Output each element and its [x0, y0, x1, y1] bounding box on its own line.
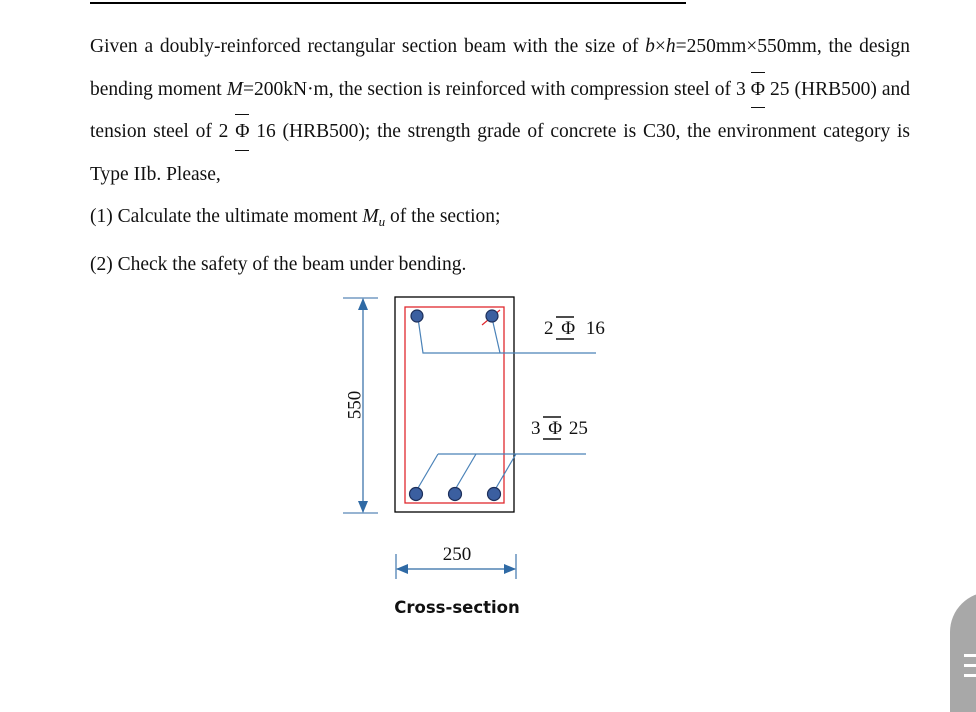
- menu-icon-bar: [964, 654, 976, 657]
- section-dims: =250mm×550mm,: [675, 36, 822, 57]
- tension-spec: 16 (HRB500); the strength grade of concrete is C30, the environment category is Type IIb. Please,: [90, 121, 911, 185]
- var-mu: M: [362, 206, 379, 227]
- times-sign: ×: [654, 36, 666, 57]
- text-intro: Given a doubly-reinforced rectangular section beam with the size of: [90, 36, 646, 57]
- top-rebar: [486, 310, 498, 322]
- width-label: 250: [442, 544, 472, 565]
- text-moment-intro: the design bending moment: [90, 36, 911, 100]
- figure-caption: Cross-section: [394, 598, 520, 617]
- moment-value: =200kN·m,: [242, 78, 334, 100]
- subscript-u: u: [378, 214, 386, 229]
- bottom-rebar: [488, 488, 501, 501]
- bottom-bar-leader-2: [456, 454, 476, 488]
- text-reinforcement: the section is reinforced with compression steel of: [333, 78, 736, 100]
- question-1-text: (1) Calculate the ultimate moment: [90, 206, 363, 227]
- top-bars-count: 2: [544, 318, 554, 339]
- top-bars-phi: Φ: [561, 318, 576, 339]
- beam-outline: [395, 297, 514, 512]
- bottom-bar-leader-3: [496, 454, 516, 488]
- bottom-bars-phi: Φ: [548, 418, 563, 439]
- top-rebar: [411, 310, 423, 322]
- tension-count: 2: [218, 121, 229, 142]
- bottom-bars-label: [531, 418, 588, 439]
- top-bars-size: 16: [585, 318, 605, 339]
- bottom-bars-count: 3: [531, 418, 541, 439]
- stirrup: [405, 307, 504, 503]
- top-bars-label: [544, 318, 605, 339]
- bottom-rebar: [449, 488, 462, 501]
- var-m: M: [226, 78, 243, 100]
- bottom-bar-leader-1: [418, 454, 438, 488]
- question-2: (2) Check the safety of the beam under bending.: [90, 253, 467, 275]
- var-h: h: [665, 36, 676, 57]
- compression-spec: 25 (HRB500) and tension steel of: [90, 78, 910, 142]
- bottom-rebar: [410, 488, 423, 501]
- height-label: 550: [344, 390, 366, 420]
- menu-icon-bar: [964, 674, 976, 677]
- rebar-grade-symbol: Φ: [235, 111, 249, 154]
- menu-icon-bar: [964, 664, 976, 667]
- rebar-grade-symbol: Φ: [751, 69, 765, 112]
- compression-count: 3: [736, 78, 746, 100]
- var-b: b: [645, 36, 655, 57]
- top-bar-leader-2: [492, 318, 500, 353]
- bottom-bars-size: 25: [568, 418, 588, 439]
- question-1-tail: of the section;: [385, 206, 501, 227]
